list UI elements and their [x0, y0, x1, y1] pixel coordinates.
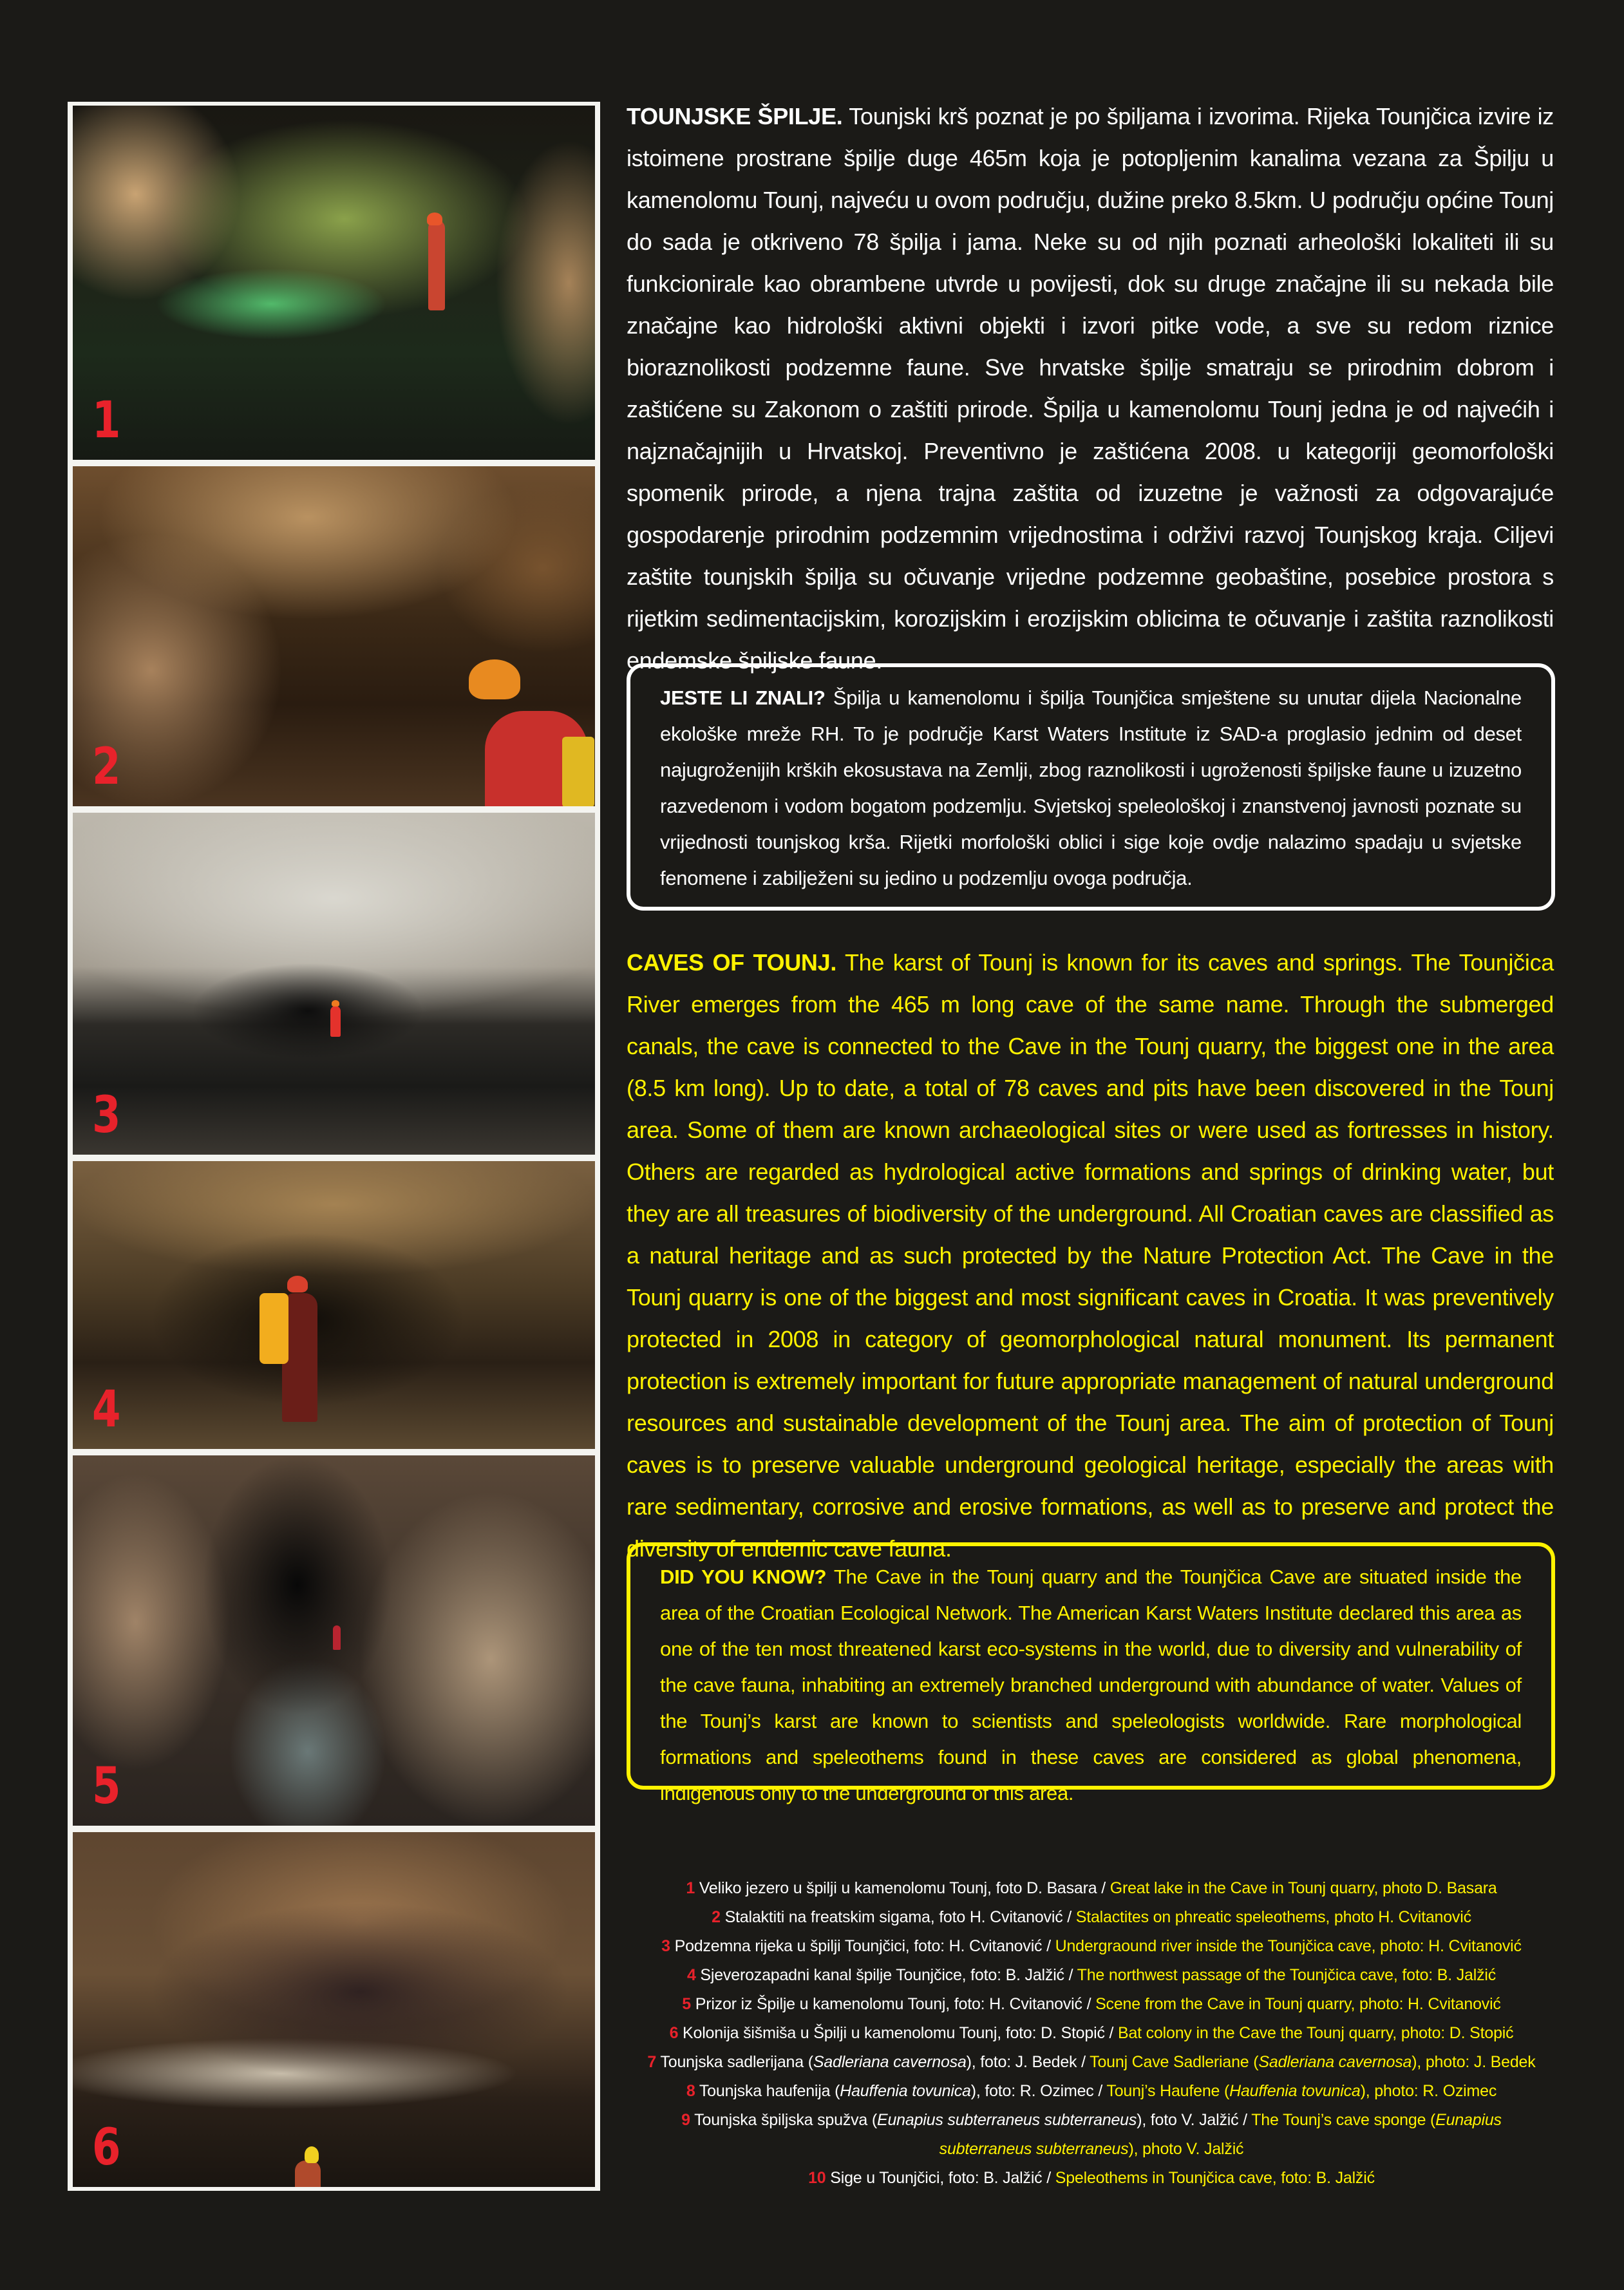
caver-figure: [295, 2161, 321, 2187]
caption-line: [637, 1932, 1545, 1961]
caver-helmet: [332, 1000, 339, 1007]
caver-bag: [562, 737, 594, 806]
english-body: The karst of Tounj is known for its caves and springs. The Tounjčica River emerges from the 465 m long cave of the same name. Through the submerged canals, the cave is connected to the Cave in the Tounj quarry, the biggest one in the area (8.5 km long). Up to date, a total of 78 caves and pits have been discovered in the Tounj area. Some of them are known archaeological sites or were used as fortresses in history. Others are regarded as hydrological active formations and springs of drinking water, but they are all treasures of biodiversity of the underground. All Croatian caves are classified as a natural heritage and as such protected by the Nature Protection Act. The Cave in the Tounj quarry is one of the biggest and most significant caves in Croatia. It was preventively protected in 2008 in category of geomorphological natural monument. Its permanent protection is extremely important for future appropriate management of natural underground resources and sustainable development of the Tounj area. The aim of protection of Tounj caves is to preserve valuable underground geological heritage, especially the areas with rare sedimentary, corrosive and erosive formations, as well as to preserve and protect the diversity of endemic cave fauna.: [627, 949, 1554, 1562]
photo-number: 3: [92, 1086, 121, 1144]
caption-latin-name: Hauffenia tovunica: [1229, 2082, 1361, 2100]
caption-line: [637, 2019, 1545, 2048]
english-did-you-know-box: [627, 1542, 1555, 1804]
caption-number: 2: [712, 1908, 721, 1926]
caption-line: [637, 2077, 1545, 2106]
caver-helmet: [305, 2146, 319, 2163]
caption-english: Scene from the Cave in Tounj quarry, photo: H. Cvitanović: [1095, 1995, 1501, 2013]
caption-croatian: Sige u Tounjčici, foto: B. Jalžić /: [826, 2169, 1055, 2187]
caption-croatian: Sjeverozapadni kanal špilje Tounjčice, foto: B. Jalžić /: [695, 1966, 1077, 1984]
photo-northwest-passage: [73, 1161, 595, 1449]
caption-line: [637, 1990, 1545, 2019]
croatian-did-you-know-heading: JESTE LI ZNALI?: [660, 686, 826, 709]
caption-croatian-credit: ), foto V. Jalžić /: [1137, 2111, 1252, 2129]
caver-figure: [330, 1006, 341, 1037]
caption-latin-name: Sadleriana cavernosa: [813, 2053, 967, 2071]
caption-latin-name: Hauffenia tovunica: [840, 2082, 971, 2100]
photo-great-lake: [73, 106, 595, 460]
caption-croatian: [690, 2111, 1251, 2129]
caption-english-credit: ), photo: R. Ozimec: [1360, 2082, 1497, 2100]
caver-helmet: [287, 1276, 308, 1292]
caption-line: [637, 2048, 1545, 2077]
caver-helmet: [469, 659, 520, 699]
caption-number: 6: [669, 2024, 679, 2042]
photo-column-frame: [68, 102, 600, 2191]
caption-english-text: The Tounj’s cave sponge (: [1251, 2111, 1436, 2129]
caption-line: [637, 1961, 1545, 1990]
croatian-did-you-know-text: [660, 680, 1522, 896]
caption-croatian: Prizor iz Špilje u kamenolomu Tounj, foto: H. Cvitanović /: [690, 1995, 1096, 2013]
caption-line: [637, 1903, 1545, 1932]
caption-english: Speleothems in Tounjčica cave, foto: B. Jalžić: [1055, 2169, 1375, 2187]
caption-croatian-text: Tounjska sadlerijana (: [656, 2053, 813, 2071]
caption-english: [1090, 2053, 1535, 2071]
caption-english: Bat colony in the Cave the Tounj quarry, photo: D. Stopić: [1118, 2024, 1514, 2042]
croatian-did-you-know-body: Špilja u kamenolomu i špilja Tounjčica smještene su unutar dijela Nacionalne ekološke mreže RH. To je područje Karst Waters Institute iz SAD-a proglasio jednim od deset najugroženijih krških ekosustava na Zemlji, zbog raznolikosti i ugroženosti špiljske faune u izuzetno razvedenom i vodom bogatom podzemlju. Svjetskoj speleološkoj i znanstvenoj javnosti poznate su vrijednosti tounjskog krša. Rijetki morfološki oblici i sige koje ovdje nalazimo spadaju u svjetske fenomene i zabilježeni su jedino u podzemlju ovoga područja.: [660, 686, 1522, 889]
caption-number: 7: [647, 2053, 657, 2071]
photo-number: 2: [92, 738, 121, 796]
caption-number: 3: [661, 1937, 670, 1955]
photo-stalactites: [73, 466, 595, 806]
photo-underground-river: [73, 813, 595, 1155]
caption-line: [637, 2164, 1545, 2193]
croatian-did-you-know-box: [627, 663, 1555, 911]
caption-croatian: [656, 2053, 1090, 2071]
english-did-you-know-heading: DID YOU KNOW?: [660, 1566, 827, 1588]
caption-croatian: Kolonija šišmiša u Špilji u kamenolomu Tounj, foto: D. Stopić /: [678, 2024, 1118, 2042]
caption-english: Stalactites on phreatic speleothems, photo H. Cvitanović: [1075, 1908, 1471, 1926]
caption-number: 10: [808, 2169, 826, 2187]
caption-croatian: Podzemna rijeka u špilji Tounjčici, foto: H. Cvitanović /: [670, 1937, 1055, 1955]
caption-number: 4: [686, 1966, 696, 1984]
caption-croatian: [695, 2082, 1107, 2100]
caption-english-credit: ), photo V. Jalžić: [1128, 2140, 1244, 2158]
caption-latin-name: Sadleriana cavernosa: [1258, 2053, 1412, 2071]
english-did-you-know-text: [660, 1559, 1522, 1812]
photo-number: 1: [92, 392, 121, 449]
caption-english: Great lake in the Cave in Tounj quarry, photo D. Basara: [1109, 1879, 1497, 1897]
caption-croatian-credit: ), foto: J. Bedek /: [966, 2053, 1090, 2071]
croatian-heading: TOUNJSKE ŠPILJE.: [627, 103, 843, 129]
photo-captions: [637, 1874, 1545, 2193]
caption-number: 9: [681, 2111, 690, 2129]
photo-bat-colony: [73, 1832, 595, 2187]
caption-english-text: Tounj Cave Sadleriane (: [1090, 2053, 1259, 2071]
caption-english-credit: ), photo: J. Bedek: [1412, 2053, 1536, 2071]
caption-croatian: Veliko jezero u špilji u kamenolomu Tounj, foto D. Basara /: [695, 1879, 1110, 1897]
english-paragraph: [627, 942, 1554, 1569]
caption-english: Undergraound river inside the Tounjčica cave, photo: H. Cvitanović: [1055, 1937, 1522, 1955]
photo-number: 6: [92, 2119, 121, 2177]
caption-number: 5: [682, 1995, 691, 2013]
croatian-paragraph: [627, 95, 1554, 681]
caver-figure: [428, 220, 445, 310]
caver-bag: [260, 1293, 288, 1364]
caption-croatian-text: Tounjska špiljska spužva (: [690, 2111, 877, 2129]
caver-helmet: [427, 213, 442, 225]
english-did-you-know-body: The Cave in the Tounj quarry and the Tounjčica Cave are situated inside the area of the Croatian Ecological Network. The American Karst Waters Institute declared this area as one of the ten most threatened karst eco-systems in the world, due to diversity and vulnerability of the cave fauna, inhabiting an extremely branched underground with abundance of water. Values of the Tounj’s karst are known to scientists and speleologists worldwide. Rare morphological formations and speleothems found in these caves are considered as global phenomena, indigenous only to the underground of this area.: [660, 1566, 1522, 1804]
caption-croatian-text: Tounjska haufenija (: [695, 2082, 840, 2100]
caver-figure: [333, 1625, 341, 1650]
photo-cave-scene: [73, 1455, 595, 1826]
caption-english: [1106, 2082, 1497, 2100]
caption-english: The northwest passage of the Tounjčica cave, foto: B. Jalžić: [1077, 1966, 1497, 1984]
photo-number: 5: [92, 1757, 121, 1815]
caption-number: 8: [686, 2082, 695, 2100]
caption-latin-name: Eunapius subterraneus subterraneus: [939, 2111, 1502, 2158]
caption-number: 1: [686, 1879, 695, 1897]
caption-croatian: Stalaktiti na freatskim sigama, foto H. Cvitanović /: [720, 1908, 1076, 1926]
croatian-body: Tounjski krš poznat je po špiljama i izvorima. Rijeka Tounjčica izvire iz istoimene prostrane špilje duge 465m koja je potopljenim kanalima vezana za Špilju u kamenolomu Tounj, najveću u ovom području, dužine preko 8.5km. U području općine Tounj do sada je otkriveno 78 špilja i jama. Neke su od njih poznati arheološki lokaliteti ili su funkcionirale kao obrambene utvrde u povijesti, dok su druge značajne ili su nekada bile značajne kao hidrološki aktivni objekti i izvori pitke vode, a sve su redom riznice bioraznolikosti podzemne faune. Sve hrvatske špilje smatraju se prirodnim dobrom i zaštićene su Zakonom o zaštiti prirode. Špilja u kamenolomu Tounj jedna je od najvećih i najznačajnijih u Hrvatskoj. Preventivno je zaštićena 2008. u kategoriji geomorfološki spomenik prirode, a njena trajna zaštita od izuzetne je važnosti za odgovarajuće gospodarenje prirodnim podzemnim vrijednostima i održivi razvoj Tounjskog kraja. Ciljevi zaštite tounjskih špilja su očuvanje vrijedne podzemne geobaštine, posebice prostora s rijetkim sedimentacijskim, korozijskim i erozijskim oblicima te očuvanje i zaštita raznolikosti endemske špiljske faune.: [627, 103, 1554, 674]
caption-latin-name: Eunapius subterraneus subterraneus: [877, 2111, 1137, 2129]
caption-line: [637, 2106, 1545, 2164]
caption-croatian-credit: ), foto: R. Ozimec /: [970, 2082, 1107, 2100]
photo-number: 4: [92, 1381, 121, 1439]
caption-english-text: Tounj’s Haufene (: [1106, 2082, 1230, 2100]
english-heading: CAVES OF TOUNJ.: [627, 949, 837, 976]
caption-line: [637, 1874, 1545, 1903]
